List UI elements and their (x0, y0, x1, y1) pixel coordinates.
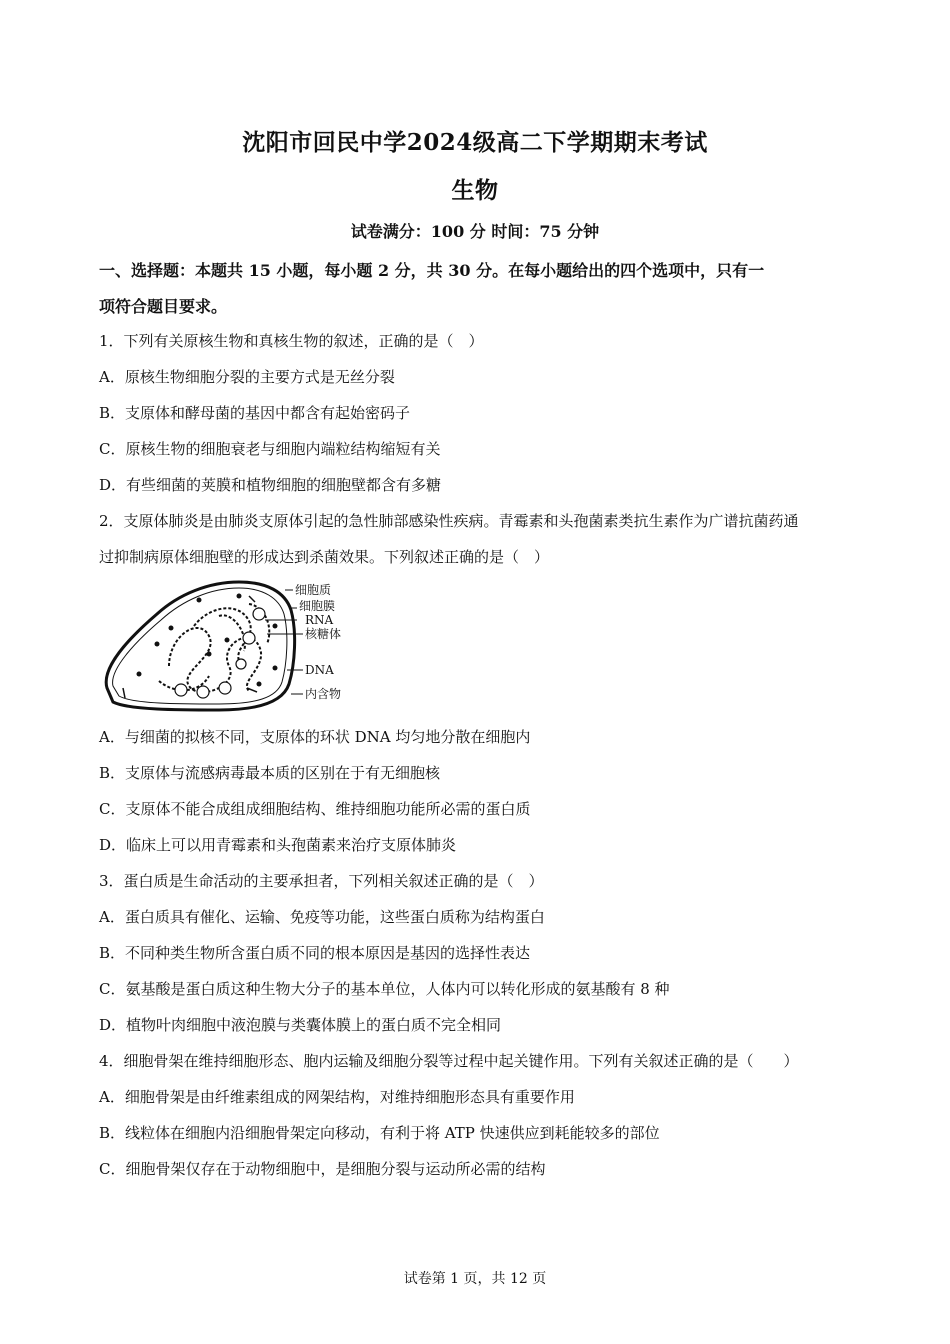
question-1-option-d: D．有些细菌的荚膜和植物细胞的细胞壁都含有多糖 (99, 476, 442, 494)
question-3-stem: 3．蛋白质是生命活动的主要承担者，下列相关叙述正确的是（ ） (99, 872, 544, 890)
question-2-stem-line2: 过抑制病原体细胞壁的形成达到杀菌效果。下列叙述正确的是（ ） (99, 548, 550, 566)
question-2-option-d: D．临床上可以用青霉素和头孢菌素来治疗支原体肺炎 (99, 836, 457, 854)
question-4-option-c: C．细胞骨架仅存在于动物细胞中，是细胞分裂与运动所必需的结构 (99, 1160, 546, 1178)
question-4-option-b: B．线粒体在细胞内沿细胞骨架定向移动，有利于将 ATP 快速供应到耗能较多的部位 (99, 1124, 660, 1142)
question-4-option-a: A．细胞骨架是由纤维素组成的网架结构，对维持细胞形态具有重要作用 (99, 1088, 575, 1106)
subject-title: 生物 (451, 177, 499, 204)
label-cell-membrane: 细胞膜 (299, 599, 336, 613)
page-footer: 试卷第 1 页，共 12 页 (403, 1271, 547, 1287)
question-2-option-a: A．与细菌的拟核不同，支原体的环状 DNA 均匀地分散在细胞内 (99, 728, 531, 746)
question-2-stem-line1: 2．支原体肺炎是由肺炎支原体引起的急性肺部感染性疾病。青霉素和头孢菌素类抗生素作为广谱抗菌药通 (99, 512, 799, 530)
exam-meta: 试卷满分：100 分 时间：75 分钟 (350, 222, 600, 241)
label-inclusion: 内含物 (305, 687, 342, 701)
label-ribosome: 核糖体 (305, 627, 342, 641)
label-cytoplasm: 细胞质 (295, 583, 332, 597)
inclusions (175, 608, 265, 698)
question-3-option-c: C．氨基酸是蛋白质这种生物大分子的基本单位，人体内可以转化形成的氨基酸有 8 种 (99, 980, 670, 998)
section-heading-line1: 一、选择题：本题共 15 小题，每小题 2 分，共 30 分。在每小题给出的四个选项中，只有一 (99, 261, 765, 280)
question-3-option-b: B．不同种类生物所含蛋白质不同的根本原因是基因的选择性表达 (99, 944, 531, 962)
question-1-stem: 1．下列有关原核生物和真核生物的叙述，正确的是（ ） (99, 332, 484, 350)
mycoplasma-diagram (99, 576, 369, 714)
question-1-option-a: A．原核生物细胞分裂的主要方式是无丝分裂 (99, 368, 395, 386)
question-3-option-d: D．植物叶肉细胞中液泡膜与类囊体膜上的蛋白质不完全相同 (99, 1016, 502, 1034)
question-2-option-c: C．支原体不能合成组成细胞结构、维持细胞功能所必需的蛋白质 (99, 800, 531, 818)
question-2-option-b: B．支原体与流感病毒最本质的区别在于有无细胞核 (99, 764, 441, 782)
dna-coils (159, 604, 269, 692)
exam-title: 沈阳市回民中学2024级高二下学期期末考试 (242, 129, 708, 156)
question-1-option-c: C．原核生物的细胞衰老与细胞内端粒结构缩短有关 (99, 440, 441, 458)
label-dna: DNA (305, 663, 334, 677)
ribosomes (137, 594, 278, 687)
question-1-option-b: B．支原体和酵母菌的基因中都含有起始密码子 (99, 404, 411, 422)
section-heading-line2: 项符合题目要求。 (99, 297, 228, 316)
question-3-option-a: A．蛋白质具有催化、运输、免疫等功能，这些蛋白质称为结构蛋白 (99, 908, 545, 926)
question-4-stem: 4．细胞骨架在维持细胞形态、胞内运输及细胞分裂等过程中起关键作用。下列有关叙述正确的是（ ） (99, 1052, 799, 1070)
label-rna: RNA (305, 613, 334, 627)
